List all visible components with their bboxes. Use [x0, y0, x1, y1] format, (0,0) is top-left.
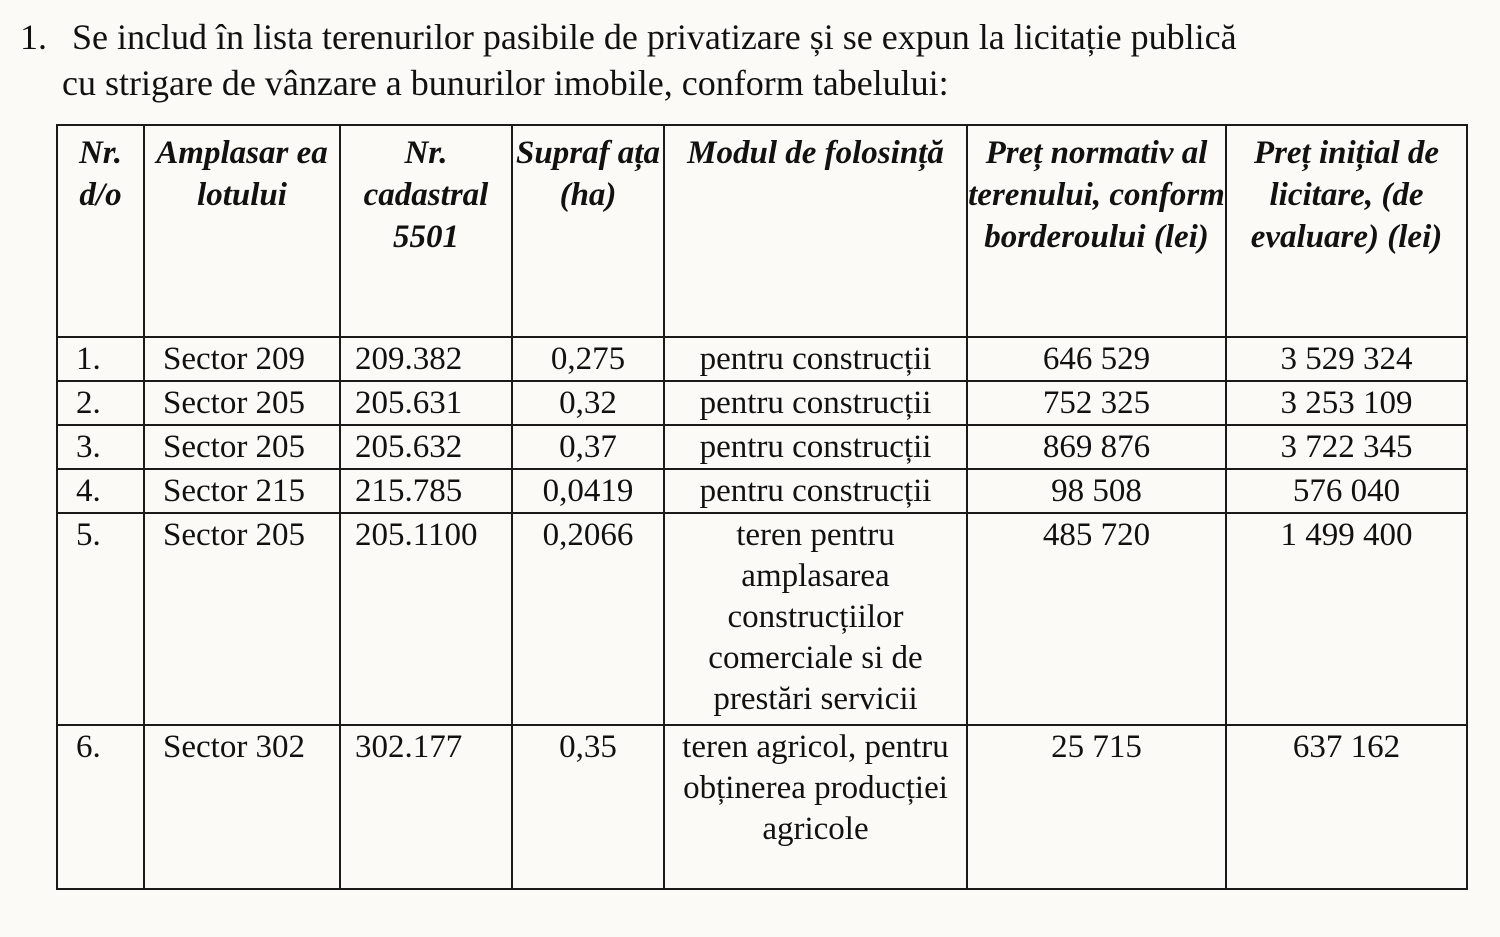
cell-suprafata: 0,2066 — [512, 513, 664, 725]
cell-pret-initial: 3 722 345 — [1226, 425, 1467, 469]
cell-folosinta: teren agricol, pentru obținerea producției agricole — [664, 725, 967, 889]
cell-suprafata: 0,37 — [512, 425, 664, 469]
table-row — [57, 513, 1467, 725]
cell-pret-normativ: 485 720 — [967, 513, 1226, 725]
cell-folosinta: pentru construcții — [664, 469, 967, 513]
cell-cadastral: 205.632 — [340, 425, 512, 469]
header-pret-initial: Preț inițial de licitare, (de evaluare) (lei) — [1226, 125, 1467, 337]
cell-pret-normativ: 752 325 — [967, 381, 1226, 425]
header-amplasare: Amplasar ea lotului — [144, 125, 340, 337]
intro-line-2: cu strigare de vânzare a bunurilor imobile, conform tabelului: — [62, 63, 949, 103]
cell-folosinta: teren pentru amplasarea construcțiilor comerciale si de prestări servicii — [664, 513, 967, 725]
cell-amplasare: Sector 215 — [144, 469, 340, 513]
cell-pret-initial: 637 162 — [1226, 725, 1467, 889]
cell-nr: 1. — [57, 337, 144, 381]
cell-suprafata: 0,32 — [512, 381, 664, 425]
cell-folosinta: pentru construcții — [664, 337, 967, 381]
cell-amplasare: Sector 209 — [144, 337, 340, 381]
header-suprafata: Supraf ața (ha) — [512, 125, 664, 337]
table-row — [57, 469, 1467, 513]
cell-pret-initial: 3 253 109 — [1226, 381, 1467, 425]
cell-cadastral: 205.1100 — [340, 513, 512, 725]
header-pret-normativ: Preț normativ al terenului, conform borderoului (lei) — [967, 125, 1226, 337]
header-nr-cadastral: Nr. cadastral 5501 — [340, 125, 512, 337]
cell-nr: 2. — [57, 381, 144, 425]
cell-amplasare: Sector 205 — [144, 381, 340, 425]
table-row — [57, 725, 1467, 889]
item-number: 1. — [20, 17, 47, 57]
cell-pret-initial: 3 529 324 — [1226, 337, 1467, 381]
cell-pret-normativ: 869 876 — [967, 425, 1226, 469]
cell-pret-normativ: 646 529 — [967, 337, 1226, 381]
header-row — [57, 125, 1467, 337]
header-modul-folosinta: Modul de folosință — [664, 125, 967, 337]
cell-cadastral: 302.177 — [340, 725, 512, 889]
cell-folosinta: pentru construcții — [664, 425, 967, 469]
cell-nr: 5. — [57, 513, 144, 725]
cell-cadastral: 209.382 — [340, 337, 512, 381]
intro-line-1 — [20, 14, 1480, 60]
cell-amplasare: Sector 205 — [144, 513, 340, 725]
land-plots-table — [56, 124, 1468, 890]
cell-suprafata: 0,0419 — [512, 469, 664, 513]
header-nr: Nr. d/o — [57, 125, 144, 337]
table-row — [57, 425, 1467, 469]
intro-text-1: Se includ în lista terenurilor pasibile de privatizare și se expun la licitație publică — [72, 17, 1237, 57]
cell-cadastral: 205.631 — [340, 381, 512, 425]
cell-pret-normativ: 25 715 — [967, 725, 1226, 889]
cell-nr: 3. — [57, 425, 144, 469]
cell-pret-initial: 1 499 400 — [1226, 513, 1467, 725]
intro-paragraph — [20, 14, 1480, 106]
cell-cadastral: 215.785 — [340, 469, 512, 513]
cell-folosinta: pentru construcții — [664, 381, 967, 425]
table-row — [57, 337, 1467, 381]
cell-amplasare: Sector 302 — [144, 725, 340, 889]
cell-amplasare: Sector 205 — [144, 425, 340, 469]
cell-suprafata: 0,35 — [512, 725, 664, 889]
cell-pret-initial: 576 040 — [1226, 469, 1467, 513]
cell-pret-normativ: 98 508 — [967, 469, 1226, 513]
table-row — [57, 381, 1467, 425]
cell-nr: 4. — [57, 469, 144, 513]
cell-nr: 6. — [57, 725, 144, 889]
cell-suprafata: 0,275 — [512, 337, 664, 381]
